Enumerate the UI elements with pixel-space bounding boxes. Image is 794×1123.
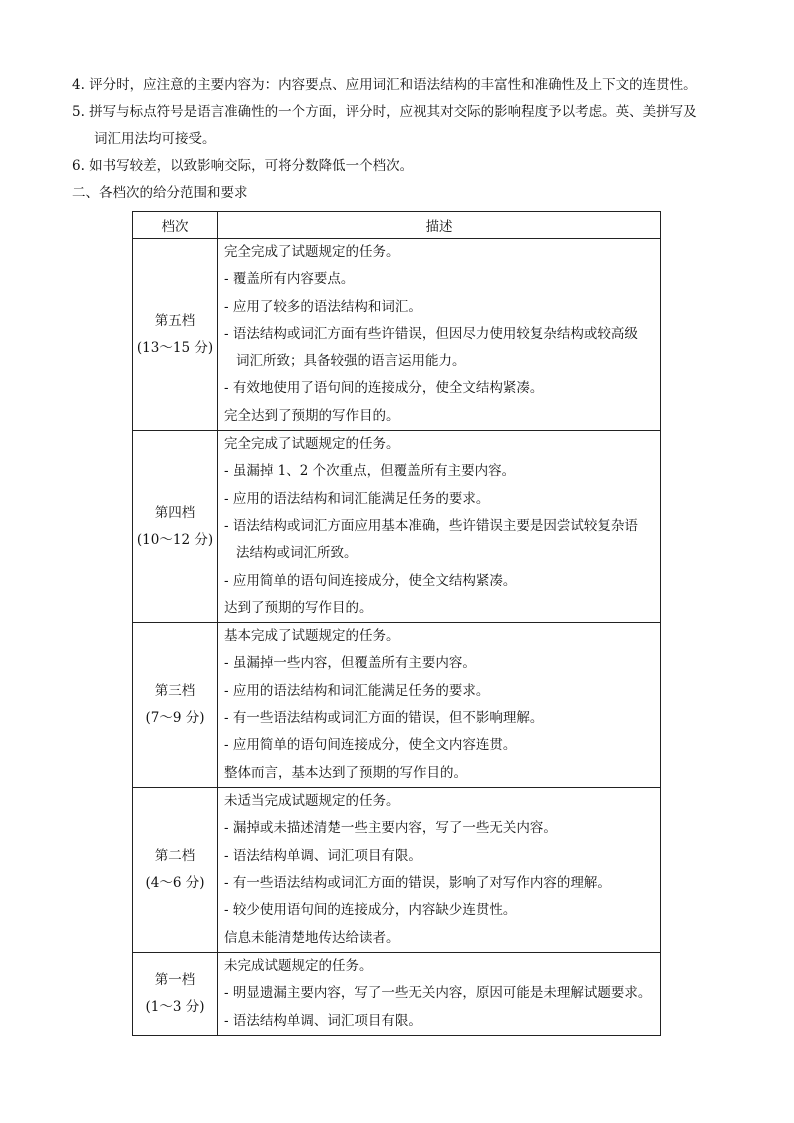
description-cell <box>218 431 661 623</box>
level-range: (4～6 分) <box>145 875 205 892</box>
level-name: 第三档 <box>154 683 196 700</box>
desc-line: - 有一些语法结构或词汇方面的错误，影响了对写作内容的理解。 <box>224 875 611 892</box>
desc-line: - 语法结构或词汇方面有些许错误，但因尽力使用较复杂结构或较高级 <box>224 325 638 342</box>
level-range: (7～9 分) <box>145 710 205 727</box>
table-header-row <box>133 212 661 239</box>
scoring-rubric-table <box>132 211 661 1036</box>
level-range: (1～3 分) <box>145 999 205 1016</box>
level-range: (10～12 分) <box>136 531 214 548</box>
desc-line: - 语法结构单调、词汇项目有限。 <box>224 1012 422 1029</box>
desc-line: 整体而言，基本达到了预期的写作目的。 <box>224 764 467 781</box>
description-cell <box>218 239 661 431</box>
level-range: (13～15 分) <box>136 339 214 356</box>
level-cell <box>133 239 218 431</box>
desc-line: - 应用简单的语句间连接成分，使全文结构紧凑。 <box>224 572 517 589</box>
table-row <box>133 788 661 953</box>
desc-line: 完全达到了预期的写作目的。 <box>224 407 400 424</box>
desc-line: - 有效地使用了语句间的连接成分，使全文结构紧凑。 <box>224 380 544 397</box>
note-6: 6. 如书写较差，以致影响交际，可将分数降低一个档次。 <box>72 158 414 174</box>
desc-line: 未适当完成试题规定的任务。 <box>224 793 400 810</box>
desc-line: 未完成试题规定的任务。 <box>224 958 373 975</box>
description-cell <box>218 788 661 953</box>
desc-line: - 虽漏掉 1、2 个次重点，但覆盖所有主要内容。 <box>224 463 516 480</box>
desc-line: - 有一些语法结构或词汇方面的错误，但不影响理解。 <box>224 710 544 727</box>
desc-line: - 应用的语法结构和词汇能满足任务的要求。 <box>224 682 490 699</box>
desc-line: - 应用简单的语句间连接成分，使全文内容连贯。 <box>224 737 517 754</box>
desc-line: - 虽漏掉一些内容，但覆盖所有主要内容。 <box>224 655 476 672</box>
desc-line: - 语法结构或词汇方面应用基本准确，些许错误主要是因尝试较复杂语 <box>224 517 638 534</box>
desc-line: 法结构或词汇所致。 <box>236 545 358 562</box>
desc-line: - 明显遗漏主要内容，写了一些无关内容，原因可能是未理解试题要求。 <box>224 985 652 1002</box>
level-name: 第二档 <box>154 848 196 865</box>
description-cell <box>218 623 661 788</box>
desc-line: 完全完成了试题规定的任务。 <box>224 436 400 453</box>
level-name: 第一档 <box>154 972 196 989</box>
desc-line: - 漏掉或未描述清楚一些主要内容，写了一些无关内容。 <box>224 820 557 837</box>
desc-line: - 应用的语法结构和词汇能满足任务的要求。 <box>224 490 490 507</box>
level-cell <box>133 953 218 1036</box>
level-cell <box>133 788 218 953</box>
note-5 <box>72 99 732 153</box>
level-cell <box>133 623 218 788</box>
level-cell <box>133 431 218 623</box>
section-2-heading: 二、各档次的给分范围和要求 <box>72 185 248 201</box>
table-row <box>133 431 661 623</box>
desc-line: 完全完成了试题规定的任务。 <box>224 244 400 260</box>
header-description: 描述 <box>218 212 661 239</box>
desc-line: - 应用了较多的语法结构和词汇。 <box>224 298 422 315</box>
desc-line: 信息未能清楚地传达给读者。 <box>224 929 400 946</box>
note-4: 4. 评分时，应注意的主要内容为：内容要点、应用词汇和语法结构的丰富性和准确性及上下文的连贯性。 <box>72 77 697 93</box>
header-level: 档次 <box>133 212 218 239</box>
desc-line: - 语法结构单调、词汇项目有限。 <box>224 847 422 864</box>
table-row <box>133 623 661 788</box>
desc-line: - 较少使用语句间的连接成分，内容缺少连贯性。 <box>224 902 517 919</box>
note-5-line-1: 5. 拼写与标点符号是语言准确性的一个方面，评分时，应视其对交际的影响程度予以考虑。英、美拼写及 <box>72 104 697 120</box>
desc-line: 基本完成了试题规定的任务。 <box>224 628 400 645</box>
desc-line: - 覆盖所有内容要点。 <box>224 271 355 288</box>
desc-line: 达到了预期的写作目的。 <box>224 599 373 616</box>
desc-line: 词汇所致；具备较强的语言运用能力。 <box>236 353 466 370</box>
table-row <box>133 953 661 1036</box>
level-name: 第四档 <box>154 504 196 521</box>
note-5-line-2: 词汇用法均可接受。 <box>94 131 216 147</box>
table-row <box>133 239 661 431</box>
level-name: 第五档 <box>154 312 196 329</box>
description-cell <box>218 953 661 1036</box>
